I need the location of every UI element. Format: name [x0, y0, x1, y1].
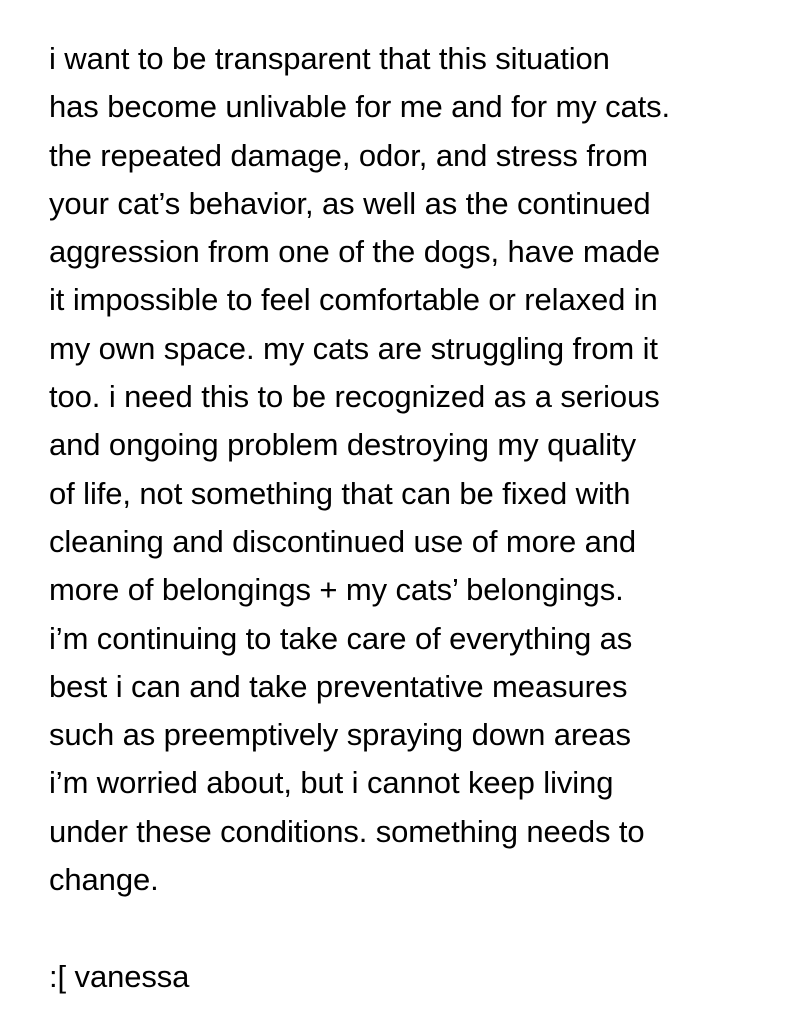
note-body — [49, 35, 769, 1001]
note-line: best i can and take preventative measures — [49, 668, 628, 704]
note-line: too. i need this to be recognized as a serious — [49, 379, 660, 415]
note-line: has become unlivable for me and for my cats. — [49, 89, 671, 125]
note-line: cleaning and discontinued use of more and — [49, 523, 637, 559]
note-line: i’m continuing to take care of everything as — [49, 620, 633, 656]
note-line: under these conditions. something needs to — [49, 813, 645, 849]
blank-line — [49, 904, 769, 952]
signature: :[ vanessa — [49, 958, 190, 994]
note-line: more of belongings + my cats’ belongings. — [49, 572, 624, 608]
note-line: change. — [49, 862, 159, 898]
note-line: such as preemptively spraying down areas — [49, 717, 631, 753]
note-line: it impossible to feel comfortable or relaxed in — [49, 282, 658, 318]
note-line: aggression from one of the dogs, have made — [49, 234, 661, 270]
note-line: i want to be transparent that this situation — [49, 41, 610, 76]
note-line: and ongoing problem destroying my quality — [49, 427, 636, 463]
note-line: my own space. my cats are struggling from it — [49, 330, 658, 366]
note-line: of life, not something that can be fixed with — [49, 475, 631, 511]
note-line: i’m worried about, but i cannot keep living — [49, 765, 614, 801]
note-line: the repeated damage, odor, and stress from — [49, 137, 648, 173]
note-line: your cat’s behavior, as well as the continued — [49, 185, 651, 221]
